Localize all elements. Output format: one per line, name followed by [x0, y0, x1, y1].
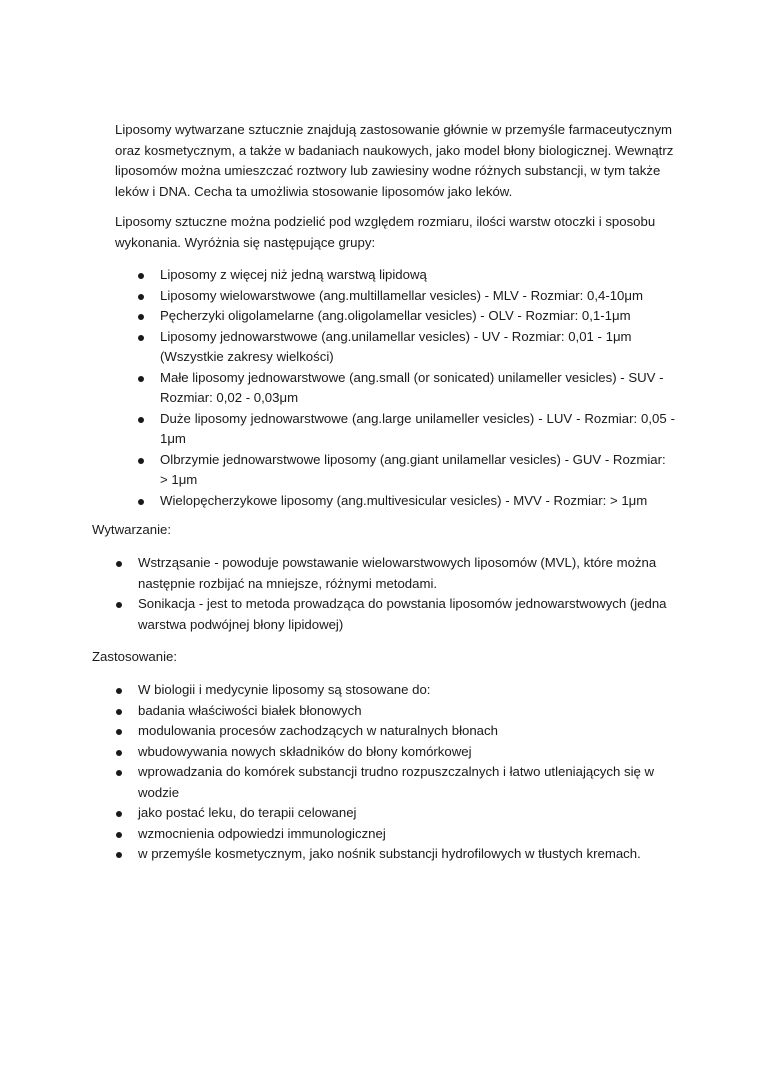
production-list	[138, 553, 678, 635]
bullet-icon	[138, 335, 144, 341]
list-item: Olbrzymie jednowarstwowe liposomy (ang.giant unilamellar vesicles) - GUV - Rozmiar: > 1μm	[160, 450, 675, 491]
list-item: Liposomy z więcej niż jedną warstwą lipidową	[160, 265, 675, 286]
production-heading: Wytwarzanie:	[92, 522, 172, 537]
list-item: Pęcherzyki oligolamelarne (ang.oligolamellar vesicles) - OLV - Rozmiar: 0,1-1μm	[160, 306, 675, 327]
bullet-icon	[116, 688, 122, 694]
bullet-icon	[138, 376, 144, 382]
list-item: Sonikacja - jest to metoda prowadząca do powstania liposomów jednowarstwowych (jedna warstwa podwójnej błony lipidowej)	[138, 594, 678, 635]
bullet-icon	[116, 709, 122, 715]
bullet-icon	[138, 499, 144, 505]
groups-intro-paragraph: Liposomy sztuczne można podzielić pod względem rozmiaru, ilości warstw otoczki i sposobu wykonania. Wyróżnia się następujące grupy:	[115, 214, 656, 250]
list-item: Liposomy jednowarstwowe (ang.unilamellar vesicles) - UV - Rozmiar: 0,01 - 1μm (Wszystkie zakresy wielkości)	[160, 327, 675, 368]
list-item: jako postać leku, do terapii celowanej	[138, 803, 678, 824]
bullet-icon	[116, 811, 122, 817]
bullet-icon	[138, 273, 144, 279]
bullet-icon	[138, 458, 144, 464]
list-item: wzmocnienia odpowiedzi immunologicznej	[138, 824, 678, 845]
list-item: modulowania procesów zachodzących w naturalnych błonach	[138, 721, 678, 742]
bullet-icon	[116, 602, 122, 608]
list-item: wprowadzania do komórek substancji trudno rozpuszczalnych i łatwo utleniających się w wodzie	[138, 762, 678, 803]
bullet-icon	[138, 294, 144, 300]
bullet-icon	[116, 729, 122, 735]
list-item: Małe liposomy jednowarstwowe (ang.small (or sonicated) unilameller vesicles) - SUV - Rozmiar: 0,02 - 0,03μm	[160, 368, 675, 409]
list-item: wbudowywania nowych składników do błony komórkowej	[138, 742, 678, 763]
list-item: W biologii i medycynie liposomy są stosowane do:	[138, 680, 678, 701]
list-item: badania właściwości białek błonowych	[138, 701, 678, 722]
intro-paragraph: Liposomy wytwarzane sztucznie znajdują zastosowanie głównie w przemyśle farmaceutycznym oraz kosmetycznym, a także w badaniach naukowych, jako model błony biologicznej. Wewnątrz liposomów można umieszczać roztwory lub zawiesiny wodne różnych substancji, w tym także leków i DNA. Cecha ta umożliwia stosowanie liposomów jako leków.	[115, 122, 674, 199]
bullet-icon	[116, 561, 122, 567]
bullet-icon	[138, 417, 144, 423]
list-item: w przemyśle kosmetycznym, jako nośnik substancji hydrofilowych w tłustych kremach.	[138, 844, 678, 865]
list-item: Liposomy wielowarstwowe (ang.multillamellar vesicles) - MLV - Rozmiar: 0,4-10μm	[160, 286, 675, 307]
applications-list	[138, 680, 678, 865]
bullet-icon	[116, 770, 122, 776]
liposome-groups-list	[160, 265, 675, 511]
bullet-icon	[116, 852, 122, 858]
list-item: Duże liposomy jednowarstwowe (ang.large unilameller vesicles) - LUV - Rozmiar: 0,05 - 1μm	[160, 409, 675, 450]
applications-heading: Zastosowanie:	[92, 649, 178, 664]
list-item: Wielopęcherzykowe liposomy (ang.multivesicular vesicles) - MVV - Rozmiar: > 1μm	[160, 491, 675, 512]
list-item: Wstrząsanie - powoduje powstawanie wielowarstwowych liposomów (MVL), które można następnie rozbijać na mniejsze, różnymi metodami.	[138, 553, 678, 594]
bullet-icon	[116, 750, 122, 756]
bullet-icon	[116, 832, 122, 838]
bullet-icon	[138, 314, 144, 320]
